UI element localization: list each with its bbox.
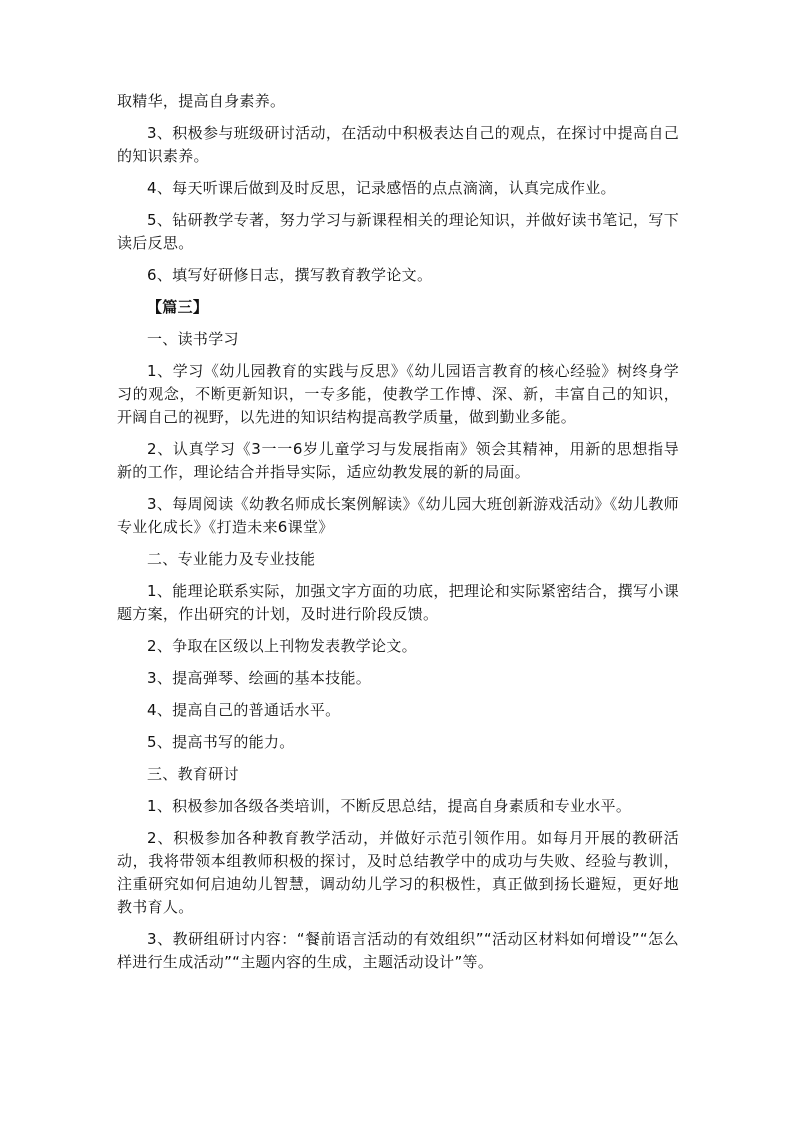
paragraph-skills-4: 4、提高自己的普通话水平。 — [147, 701, 341, 719]
paragraph-reading-2: 2、认真学习《3一一6岁儿童学习与发展指南》领会其精神，用新的思想指导新的工作，理论结合并指导实际，适应幼教发展的新的局面。 — [117, 440, 679, 481]
paragraph-reading-3: 3、每周阅读《幼教名师成长案例解读》《幼儿园大班创新游戏活动》《幼儿教师专业化成长》《打造未来6课堂》 — [117, 495, 679, 536]
paragraph-continuation: 取精华，提高自身素养。 — [117, 92, 286, 110]
paragraph-item-5: 5、钻研教学专著，努力学习与新课程相关的理论知识，并做好读书笔记，写下读后反思。 — [117, 211, 679, 252]
subheading-reading: 一、读书学习 — [147, 330, 239, 348]
paragraph-skills-5: 5、提高书写的能力。 — [147, 733, 295, 751]
document-page — [117, 90, 679, 983]
paragraph-research-2: 2、积极参加各种教育教学活动，并做好示范引领作用。如每月开展的教研活动，我将带领本组教师积极的探讨，及时总结教学中的成功与失败、经验与教训，注重研究如何启迪幼儿智慧，调动幼儿学习的积极性，真正做到扬长避短，更好地教书育人。 — [117, 829, 679, 916]
paragraph-item-3: 3、积极参与班级研讨活动，在活动中积极表达自己的观点，在探讨中提高自己的知识素养。 — [117, 124, 679, 165]
paragraph-research-3: 3、教研组研讨内容：“餐前语言活动的有效组织”“活动区材料如何增设”“怎么样进行生成活动”“主题内容的生成，主题活动设计”等。 — [117, 930, 679, 971]
paragraph-item-4: 4、每天听课后做到及时反思，记录感悟的点点滴滴，认真完成作业。 — [147, 179, 616, 197]
paragraph-skills-1: 1、能理论联系实际，加强文字方面的功底，把理论和实际紧密结合，撰写小课题方案，作出研究的计划，及时进行阶段反馈。 — [117, 582, 679, 623]
paragraph-skills-3: 3、提高弹琴、绘画的基本技能。 — [147, 669, 372, 687]
section-heading-part-three: 【篇三】 — [147, 298, 209, 316]
paragraph-item-6: 6、填写好研修日志，撰写教育教学论文。 — [147, 266, 433, 284]
paragraph-reading-1: 1、学习《幼儿园教育的实践与反思》《幼儿园语言教育的核心经验》树终身学习的观念，不断更新知识，一专多能，使教学工作博、深、新，丰富自己的知识，开阔自己的视野，以先进的知识结构提高教学质量，做到勤业多能。 — [117, 362, 679, 426]
paragraph-research-1: 1、积极参加各级各类培训，不断反思总结，提高自身素质和专业水平。 — [147, 797, 632, 815]
paragraph-skills-2: 2、争取在区级以上刊物发表教学论文。 — [147, 637, 417, 655]
subheading-education-research: 三、教育研讨 — [147, 765, 239, 783]
subheading-professional-skills: 二、专业能力及专业技能 — [147, 550, 316, 568]
